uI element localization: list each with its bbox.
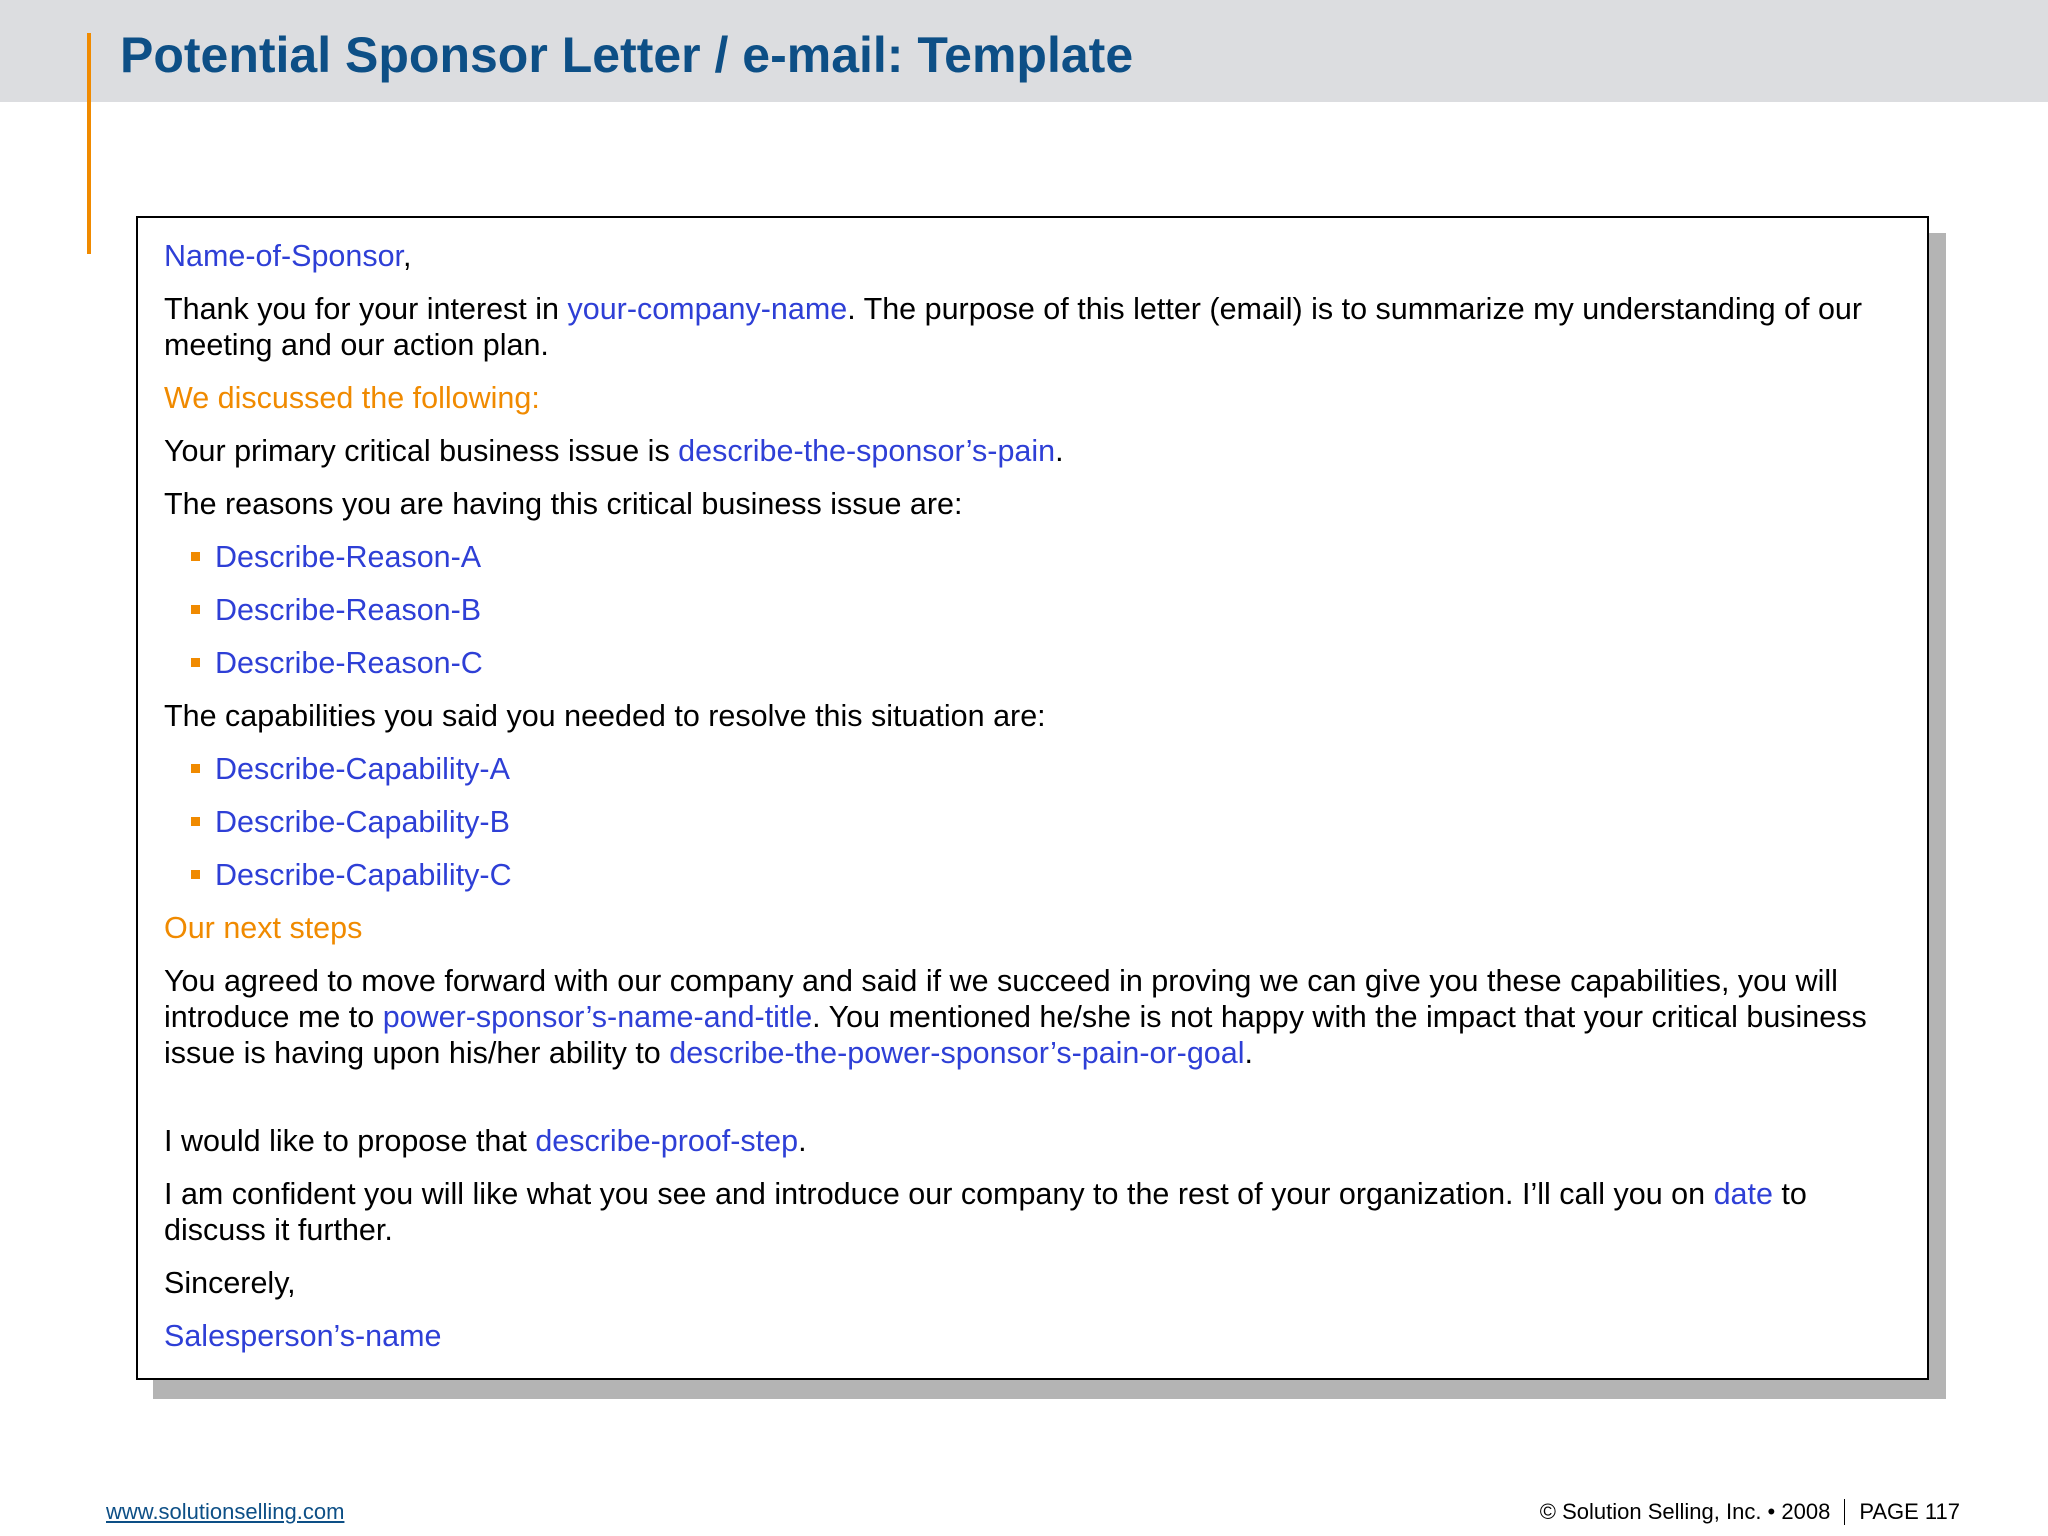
sponsor-pain-placeholder: describe-the-sponsor’s-pain (678, 434, 1056, 468)
website-link[interactable]: www.solutionselling.com (106, 1499, 345, 1524)
salutation-comma: , (403, 239, 412, 273)
square-bullet-icon (191, 605, 200, 614)
capability-placeholder: Describe-Capability-B (215, 805, 510, 839)
list-item (164, 539, 1904, 575)
list-item (164, 645, 1904, 681)
footer-info (1540, 1499, 1960, 1525)
propose-text-2: . (798, 1124, 807, 1158)
date-placeholder: date (1713, 1177, 1773, 1211)
discussed-heading: We discussed the following: (164, 381, 540, 415)
letter-body (164, 238, 1904, 1371)
propose-paragraph (164, 1123, 1904, 1159)
square-bullet-icon (191, 870, 200, 879)
page-number: PAGE 117 (1859, 1499, 1960, 1524)
list-item (164, 592, 1904, 628)
power-sponsor-name-placeholder: power-sponsor’s-name-and-title (382, 1000, 813, 1034)
reason-placeholder: Describe-Reason-B (215, 593, 482, 627)
agreement-text-3: . (1244, 1036, 1253, 1070)
capabilities-intro: The capabilities you said you needed to resolve this situation are: (164, 699, 1046, 733)
agreement-paragraph (164, 963, 1904, 1071)
copyright-text: © Solution Selling, Inc. • 2008 (1539, 1499, 1831, 1524)
closing: Sincerely, (164, 1266, 296, 1300)
pain-text-2: . (1055, 434, 1064, 468)
page-title: Potential Sponsor Letter / e-mail: Template (120, 27, 1134, 83)
power-sponsor-pain-placeholder: describe-the-power-sponsor’s-pain-or-goal (669, 1036, 1245, 1070)
reasons-list (164, 539, 1904, 681)
reasons-intro: The reasons you are having this critical business issue are: (164, 487, 963, 521)
company-name-placeholder: your-company-name (567, 292, 848, 326)
intro-text-1: Thank you for your interest in (164, 292, 568, 326)
square-bullet-icon (191, 764, 200, 773)
capabilities-list (164, 751, 1904, 893)
confident-paragraph (164, 1176, 1904, 1248)
propose-text-1: I would like to propose that (164, 1124, 536, 1158)
capability-placeholder: Describe-Capability-A (215, 752, 510, 786)
reason-placeholder: Describe-Reason-C (215, 646, 483, 680)
agreement-text-1: You agreed to move forward with our company and said if we succeed in proving we can give you these capabilities, you will introduce me to (164, 964, 1838, 1034)
square-bullet-icon (191, 817, 200, 826)
list-item (164, 751, 1904, 787)
spacer (164, 1088, 1904, 1123)
pain-paragraph (164, 433, 1904, 469)
square-bullet-icon (191, 658, 200, 667)
capability-placeholder: Describe-Capability-C (215, 858, 512, 892)
list-item (164, 857, 1904, 893)
letter-box (136, 216, 1929, 1380)
reason-placeholder: Describe-Reason-A (215, 540, 482, 574)
footer-divider (1844, 1499, 1845, 1525)
pain-text-1: Your primary critical business issue is (164, 434, 679, 468)
agreement-text-2: . You mentioned he/she is not happy with the impact that your critical business issue is having upon his/her ability to (164, 1000, 1867, 1070)
proof-step-placeholder: describe-proof-step (535, 1124, 799, 1158)
list-item (164, 804, 1904, 840)
confident-text-2: to discuss it further. (164, 1177, 1807, 1247)
salesperson-name-placeholder: Salesperson’s-name (164, 1319, 442, 1353)
next-steps-heading: Our next steps (164, 911, 363, 945)
confident-text-1: I am confident you will like what you see and introduce our company to the rest of your organization. I’ll call you on (164, 1177, 1714, 1211)
salutation (164, 238, 1904, 274)
intro-paragraph (164, 291, 1904, 363)
intro-text-2: . The purpose of this letter (email) is to summarize my understanding of our meeting and our action plan. (164, 292, 1863, 362)
sponsor-name-placeholder: Name-of-Sponsor (164, 239, 404, 273)
accent-line (87, 33, 91, 254)
square-bullet-icon (191, 552, 200, 561)
